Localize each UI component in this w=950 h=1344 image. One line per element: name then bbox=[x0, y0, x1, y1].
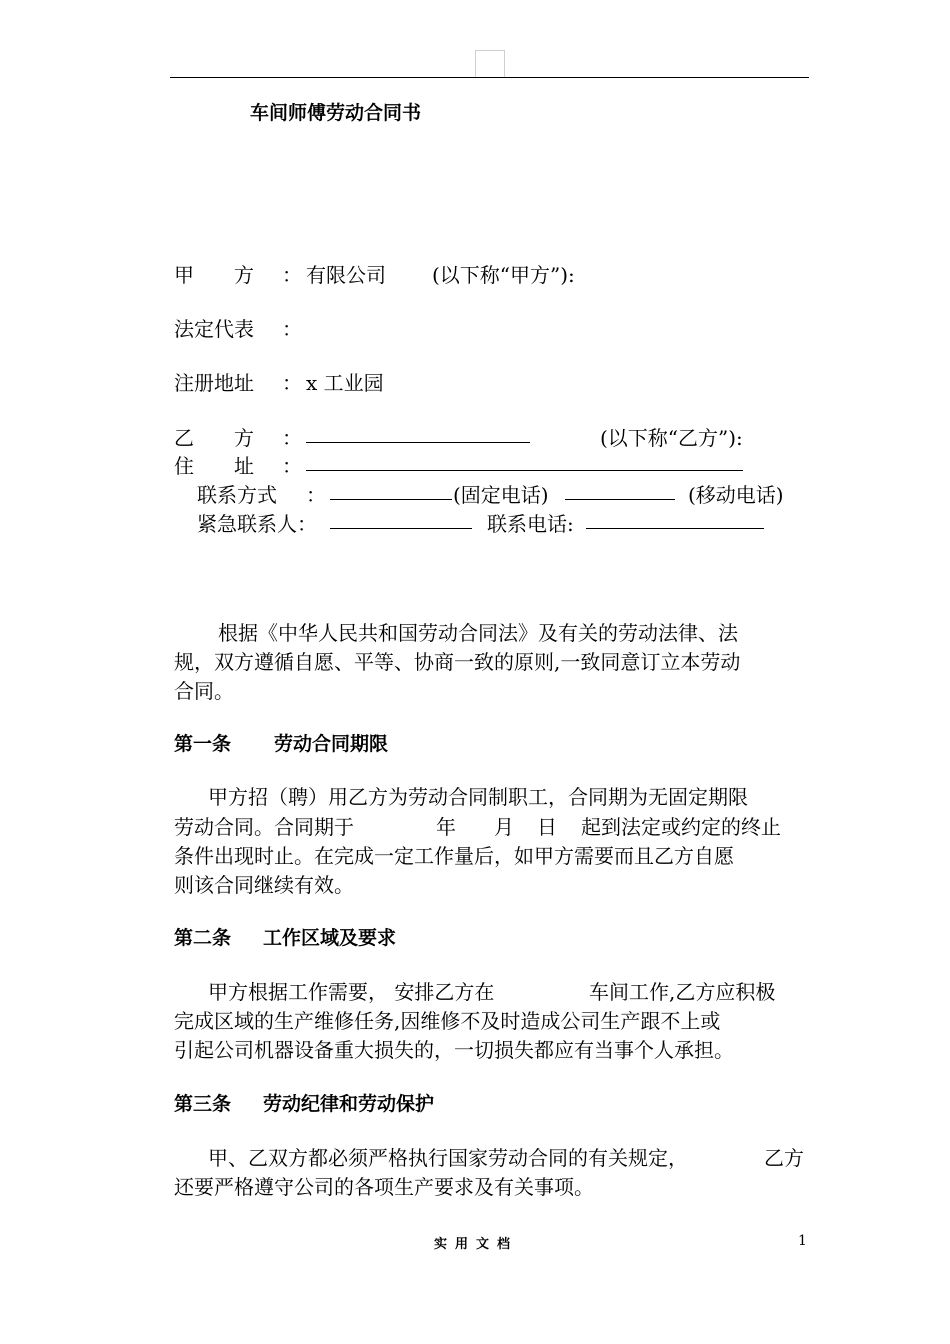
address-label: 住 址 bbox=[174, 454, 254, 478]
article-1-line-2a: 劳动合同。合同期于 bbox=[174, 815, 354, 839]
article-1-year: 年 bbox=[436, 815, 456, 839]
article-1-line-1: 甲方招（聘）用乙方为劳动合同制职工，合同期为无固定期限 bbox=[208, 785, 748, 809]
legal-rep-label: 法定代表 bbox=[174, 317, 254, 341]
reg-addr-label: 注册地址 bbox=[174, 371, 254, 395]
legal-rep-colon: ： bbox=[282, 317, 302, 341]
reg-addr-value: x 工业园 bbox=[306, 371, 384, 395]
mobile-blank bbox=[565, 481, 675, 500]
article-2-line-1a: 甲方根据工作需要， 安排乙方在 bbox=[208, 980, 495, 1004]
article-1-month: 月 bbox=[494, 815, 514, 839]
page-number: 1 bbox=[798, 1233, 807, 1249]
article-2-line-1b: 车间工作,乙方应积极 bbox=[589, 980, 776, 1004]
article-3-number: 第三条 bbox=[174, 1093, 232, 1115]
party-b-blank bbox=[306, 424, 530, 443]
party-b-alias: (以下称“乙方”): bbox=[600, 426, 743, 450]
article-3-line-2: 还要严格遵守公司的各项生产要求及有关事项。 bbox=[174, 1175, 594, 1199]
address-colon: ： bbox=[282, 454, 302, 478]
reg-addr-colon: ： bbox=[282, 371, 302, 395]
emergency-label: 紧急联系人： bbox=[197, 512, 317, 536]
emergency-phone-blank bbox=[586, 510, 764, 529]
preamble-line-2: 规，双方遵循自愿、平等、协商一致的原则,一致同意订立本劳动 bbox=[174, 650, 741, 674]
address-blank bbox=[306, 452, 743, 471]
article-3-line-1b: 乙方 bbox=[764, 1146, 804, 1170]
preamble-line-1: 根据《中华人民共和国劳动合同法》及有关的劳动法律、法 bbox=[218, 621, 738, 645]
article-1-line-3: 条件出现时止。在完成一定工作量后，如甲方需要而且乙方自愿 bbox=[174, 844, 734, 868]
contact-label: 联系方式 bbox=[197, 483, 277, 507]
article-1-title: 劳动合同期限 bbox=[274, 733, 389, 755]
party-b-colon: ： bbox=[282, 426, 302, 450]
article-1-line-4: 则该合同继续有效。 bbox=[174, 873, 354, 897]
preamble-line-3: 合同。 bbox=[174, 679, 234, 703]
header-box bbox=[475, 50, 505, 78]
party-b-label: 乙 方 bbox=[174, 426, 254, 450]
emergency-blank bbox=[330, 510, 472, 529]
party-a-label: 甲 方 bbox=[174, 263, 254, 287]
article-1-line-2b: 起到法定或约定的终止 bbox=[581, 815, 781, 839]
party-a-alias: (以下称“甲方”): bbox=[432, 263, 575, 287]
article-3-title: 劳动纪律和劳动保护 bbox=[263, 1093, 435, 1115]
article-2-number: 第二条 bbox=[174, 927, 232, 949]
article-1-number: 第一条 bbox=[174, 733, 232, 755]
article-2-line-2: 完成区域的生产维修任务,因维修不及时造成公司生产跟不上或 bbox=[174, 1009, 721, 1033]
article-2-title: 工作区域及要求 bbox=[263, 927, 397, 949]
landline-blank bbox=[330, 481, 452, 500]
mobile-label: (移动电话) bbox=[688, 483, 784, 507]
header-rule bbox=[170, 77, 809, 78]
article-2-line-3: 引起公司机器设备重大损失的，一切损失都应有当事个人承担。 bbox=[174, 1038, 734, 1062]
contact-colon: ： bbox=[306, 483, 326, 507]
document-title: 车间师傅劳动合同书 bbox=[250, 102, 422, 124]
emergency-phone-label: 联系电话: bbox=[487, 512, 574, 536]
landline-label: (固定电话) bbox=[453, 483, 549, 507]
footer-text: 实用文档 bbox=[434, 1237, 519, 1252]
party-a-value: 有限公司 bbox=[306, 263, 386, 287]
article-1-day: 日 bbox=[537, 815, 557, 839]
party-a-colon: ： bbox=[282, 263, 302, 287]
article-3-line-1a: 甲、乙双方都必须严格执行国家劳动合同的有关规定， bbox=[208, 1146, 688, 1170]
